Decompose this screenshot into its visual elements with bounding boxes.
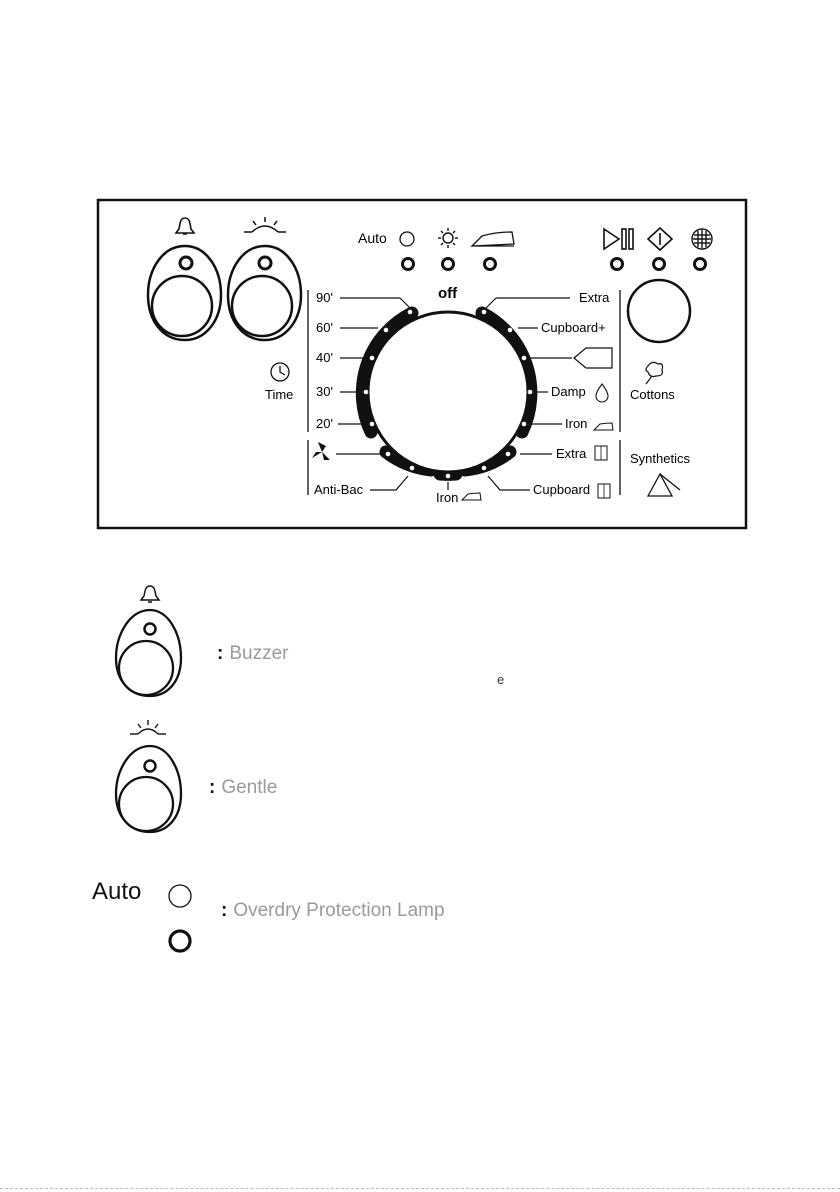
legend-colon: : [221, 900, 228, 921]
dial-label-40: 40' [316, 350, 333, 365]
page-bottom-rule [0, 1188, 840, 1189]
clock-icon [271, 363, 289, 381]
legend-colon: : [209, 777, 216, 798]
gentle-button[interactable] [228, 217, 301, 340]
auto-indicator-icon [169, 885, 191, 907]
legend-gentle-text: Gentle [221, 777, 278, 798]
extra-dry-led [443, 259, 454, 270]
dial-label-extra: Extra [579, 290, 610, 305]
dial-label-cupboard-plus: Cupboard+ [541, 320, 606, 335]
auto-indicator-icon [400, 232, 414, 246]
start-led [654, 259, 665, 270]
iron-dry-led [485, 259, 496, 270]
legend-auto-label: Auto [92, 878, 142, 905]
dial-label-extra-synth: Extra [556, 446, 587, 461]
dial-label-20: 20' [316, 416, 333, 431]
dial-label-60: 60' [316, 320, 333, 335]
gentle-icon [130, 720, 166, 734]
overdry-lamp-icon [170, 931, 190, 951]
iron-small-icon [462, 493, 481, 500]
gentle-icon [244, 217, 286, 232]
bell-icon [176, 218, 194, 234]
dial-label-damp: Damp [551, 384, 586, 399]
pause-led [612, 259, 623, 270]
droplet-icon [596, 384, 608, 402]
start-icon [648, 228, 672, 250]
legend-buzzer-button-graphic [108, 578, 198, 700]
legend-overdry-text: Overdry Protection Lamp [233, 900, 445, 921]
tag-icon [574, 348, 612, 368]
legend-buzzer-text: Buzzer [229, 643, 289, 664]
legend-buzzer [217, 643, 288, 665]
grid-led [695, 259, 706, 270]
start-pause-button[interactable] [628, 280, 690, 342]
iron-tiny-icon [594, 423, 613, 430]
stray-character: e [497, 672, 505, 687]
cotton-icon [646, 362, 663, 384]
dial-label-cupboard: Cupboard [533, 482, 591, 497]
dial-label-90: 90' [316, 290, 333, 305]
synthetics-label: Synthetics [630, 451, 690, 466]
sun-icon [438, 228, 458, 248]
play-pause-icon [604, 229, 633, 249]
iron-icon [472, 232, 514, 246]
legend-colon: : [217, 643, 224, 664]
time-label: Time [265, 387, 294, 402]
program-dial[interactable] [362, 310, 532, 479]
buzzer-button[interactable] [148, 218, 221, 340]
dial-label-30: 30' [316, 384, 333, 399]
fan-icon [312, 442, 330, 460]
legend-auto-indicators [160, 878, 200, 962]
cottons-label: Cottons [630, 387, 675, 402]
control-panel-diagram [0, 0, 840, 560]
iron-bottom-label: Iron [436, 490, 459, 505]
auto-led [403, 259, 414, 270]
legend-overdry [221, 900, 445, 922]
legend-gentle-button-graphic [108, 716, 198, 838]
auto-label: Auto [358, 230, 387, 246]
dial-label-iron: Iron [565, 416, 588, 431]
antibac-label: Anti-Bac [314, 482, 364, 497]
off-label: off [438, 285, 458, 302]
synthetics-icon [648, 474, 680, 496]
grid-icon [692, 229, 712, 249]
legend-gentle [209, 777, 277, 799]
bell-icon [141, 586, 159, 602]
